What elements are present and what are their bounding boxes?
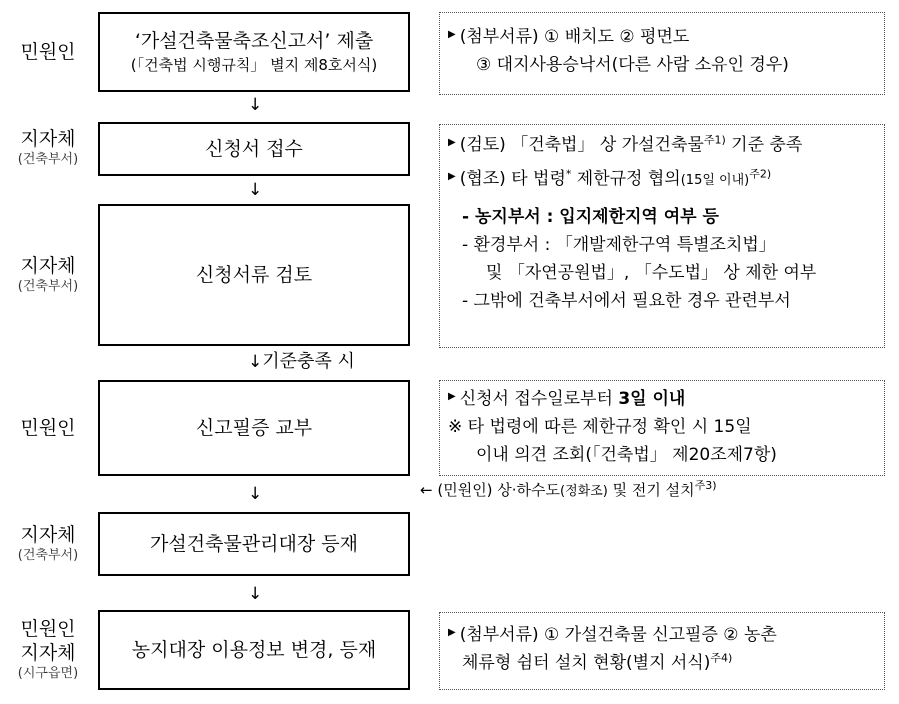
note-line: (협조) 타 법령 (459, 169, 566, 189)
triangle-bullet-icon: ▶ (448, 171, 456, 182)
actor-name-2: 지자체 (20, 642, 76, 664)
actor-label-2 (0, 120, 96, 176)
triangle-bullet-icon: ▶ (448, 137, 456, 148)
side-note-text: (민원인) 상·하수도 (437, 481, 561, 499)
side-note-text: 및 전기 설치 (607, 481, 695, 499)
note-line: 및 「자연공원법」, 「수도법」 상 제한 여부 (486, 263, 817, 283)
note-line: 제한규정 협의 (571, 169, 681, 189)
note-farmland-attachments (439, 612, 885, 690)
triangle-bullet-icon: ▶ (448, 391, 456, 402)
step-box-review (98, 204, 410, 346)
flow-arrow-2: ↓ (248, 180, 263, 200)
arrow-glyph: ↓ (248, 352, 263, 372)
step-box-submit (98, 12, 410, 92)
note-line: ※ 타 법령에 따른 제한규정 확인 시 15일 (448, 417, 752, 437)
arrow-condition-label: 기준충족 시 (262, 351, 355, 372)
step-box-farmland (98, 610, 410, 690)
footnote-mark: * (565, 167, 572, 181)
actor-name: 지자체 (20, 524, 76, 546)
footnote-mark: 주3) (694, 479, 717, 492)
note-line: - 그밖에 건축부서에서 필요한 경우 관련부서 (462, 291, 791, 311)
note-line: - 농지부서 : 입지제한지역 여부 등 (462, 207, 719, 227)
footnote-mark: 주1) (703, 133, 726, 147)
actor-name: 민원인 (20, 618, 76, 640)
flow-arrow-4: ↓ (248, 484, 263, 504)
note-line: 신청서 접수일로부터 (459, 389, 619, 409)
note-small: (15일 이내) (680, 173, 750, 188)
note-line: (첨부서류) ① 가설건축물 신고필증 ② 농촌 (459, 625, 777, 645)
actor-label-3 (0, 204, 96, 346)
note-line: 기준 충족 (725, 135, 803, 155)
note-deadline (439, 380, 885, 476)
flow-arrow-1: ↓ (248, 95, 263, 115)
actor-label-5 (0, 512, 96, 576)
actor-name: 민원인 (20, 417, 76, 439)
note-review (439, 124, 885, 348)
step-title: 가설건축물관리대장 등재 (150, 533, 358, 555)
actor-name: 민원인 (20, 41, 76, 63)
step-title: 신청서 접수 (205, 138, 303, 160)
footnote-mark: 주4) (710, 651, 733, 665)
triangle-bullet-icon: ▶ (448, 29, 456, 40)
note-emphasis: 3일 이내 (618, 389, 686, 409)
actor-name: 지자체 (20, 255, 76, 277)
actor-label-1 (0, 12, 96, 92)
step-title: ‘가설건축물축조신고서’ 제출 (134, 30, 374, 52)
note-line: 체류형 쉼터 설치 현황(별지 서식) (462, 653, 711, 673)
step-subtitle: (「건축법 시행규칙」 별지 제8호서식) (130, 56, 378, 74)
note-line: (검토) 「건축법」 상 가설건축물 (459, 135, 704, 155)
step-box-register (98, 512, 410, 576)
actor-department: (건축부서) (17, 152, 79, 167)
footnote-mark: 주2) (749, 167, 772, 181)
step-box-issue (98, 380, 410, 476)
actor-department: (건축부서) (17, 279, 79, 294)
note-line: 이내 의견 조회(「건축법」 제20조제7항) (476, 445, 777, 465)
actor-name: 지자체 (20, 128, 76, 150)
note-line: - 환경부서 : 「개발제한구역 특별조치법」 (462, 235, 776, 255)
actor-label-4 (0, 380, 96, 476)
actor-label-6 (0, 610, 96, 690)
flow-arrow-3 (248, 352, 355, 372)
step-title: 농지대장 이용정보 변경, 등재 (131, 639, 377, 661)
left-arrow-icon: ← (420, 481, 433, 499)
step-box-receive (98, 122, 410, 176)
note-attachments (439, 12, 885, 95)
flow-arrow-5: ↓ (248, 584, 263, 604)
note-line: (첨부서류) ① 배치도 ② 평면도 (459, 27, 690, 47)
side-note-utilities (420, 480, 717, 502)
actor-department: (건축부서) (17, 548, 79, 563)
triangle-bullet-icon: ▶ (448, 627, 456, 638)
note-line: ③ 대지사용승낙서(다른 사람 소유인 경우) (476, 55, 789, 75)
step-title: 신청서류 검토 (195, 264, 313, 286)
side-note-small: (정화조) (560, 484, 608, 499)
step-title: 신고필증 교부 (195, 417, 313, 439)
actor-department: (시구읍면) (17, 666, 79, 681)
